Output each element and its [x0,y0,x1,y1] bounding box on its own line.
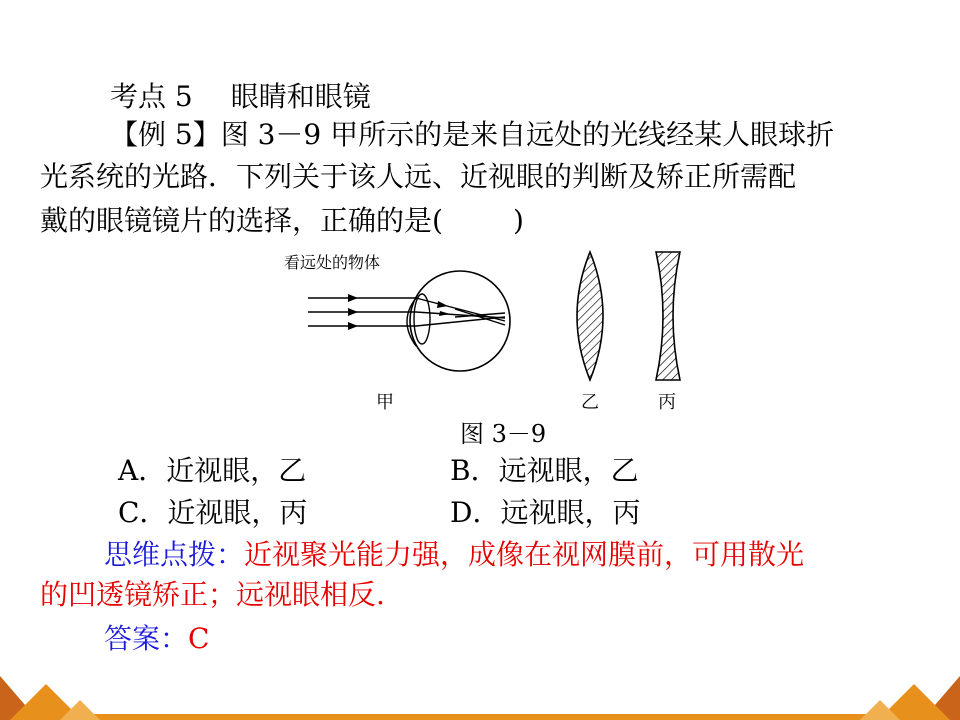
question-text-1: 图 3－9 甲所示的是来自远处的光线经某人眼球折 [220,118,835,151]
figure-3-9 [270,246,720,450]
figure-caption: 图 3－9 [460,420,547,448]
label-bing: 丙 [658,392,676,413]
question-line-1 [110,118,834,152]
section-number: 考点 5 [110,80,193,113]
label-jia: 甲 [376,392,394,413]
hint-line-2: 的凹透镜矫正；远视眼相反. [40,578,385,611]
figure-top-label: 看远处的物体 [284,253,381,272]
convex-lens-yi [577,252,603,380]
question-text-3: 戴的眼镜镜片的选择，正确的是( [40,204,443,237]
hint-label: 思维点拨： [104,538,245,571]
hint-text-1: 近视聚光能力强，成像在视网膜前，可用散光 [244,538,805,571]
example-label: 【例 5】 [110,118,221,151]
section-title: 眼睛和眼镜 [230,80,371,113]
option-a: A．近视眼，乙 [118,454,307,487]
section-heading [110,80,371,114]
answer-label: 答案： [104,622,189,655]
option-c: C．近视眼，丙 [118,496,308,529]
answer-bracket-close: ) [512,204,524,237]
question-line-3 [40,204,524,238]
label-yi: 乙 [581,392,599,413]
answer-line [104,622,209,656]
eye-diagram [308,271,510,371]
hint-line-1 [104,538,804,572]
concave-lens-bing [656,252,680,380]
option-b: B．远视眼，乙 [450,454,639,487]
footer-decoration [0,670,960,720]
answer-value: C [188,622,210,655]
option-d: D．远视眼，丙 [450,496,641,529]
question-line-2: 光系统的光路．下列关于该人远、近视眼的判断及矫正所需配 [40,160,797,193]
